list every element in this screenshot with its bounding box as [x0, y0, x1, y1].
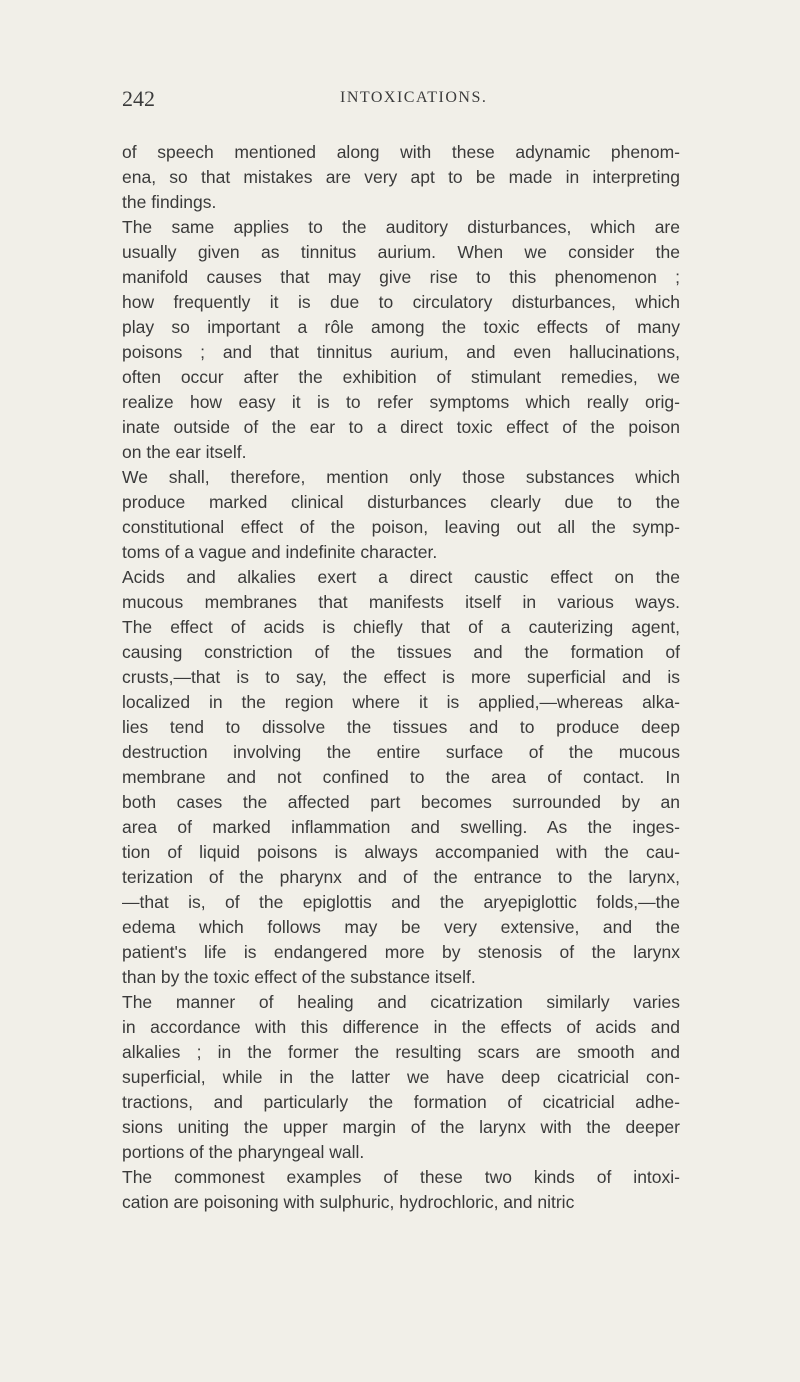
text-line: produce marked clinical disturbances clearly due to the [122, 492, 680, 512]
text-line: ena, so that mistakes are very apt to be made in interpreting [122, 167, 680, 187]
text-line: We shall, therefore, mention only those substances which [122, 467, 680, 487]
running-head: INTOXICATIONS. [340, 89, 488, 106]
text-line: sions uniting the upper margin of the larynx with the deeper [122, 1117, 680, 1137]
text-line: manifold causes that may give rise to this phenomenon ; [122, 267, 680, 287]
text-line: alkalies ; in the former the resulting scars are smooth and [122, 1042, 680, 1062]
text-line: tion of liquid poisons is always accompanied with the cau- [122, 842, 680, 862]
text-line: localized in the region where it is applied,—whereas alka- [122, 692, 680, 712]
text-line: inate outside of the ear to a direct toxic effect of the poison [122, 417, 680, 437]
text-line: realize how easy it is to refer symptoms which really orig- [122, 392, 680, 412]
body-text [122, 140, 680, 1215]
text-line: mucous membranes that manifests itself in various ways. [122, 592, 680, 612]
text-line: The manner of healing and cicatrization similarly varies [122, 992, 680, 1012]
text-line: area of marked inflammation and swelling. As the inges- [122, 817, 680, 837]
text-line: usually given as tinnitus aurium. When we consider the [122, 242, 680, 262]
text-line: membrane and not confined to the area of contact. In [122, 767, 680, 787]
text-line: in accordance with this difference in the effects of acids and [122, 1017, 680, 1037]
text-line: —that is, of the epiglottis and the aryepiglottic folds,—the [122, 892, 680, 912]
text-line: edema which follows may be very extensive, and the [122, 917, 680, 937]
text-line: of speech mentioned along with these adynamic phenom- [122, 142, 680, 162]
text-line: toms of a vague and indefinite character. [122, 542, 438, 562]
page-number: 242 [122, 86, 155, 111]
text-line: play so important a rôle among the toxic effects of many [122, 317, 680, 337]
text-line: on the ear itself. [122, 442, 247, 462]
text-line: Acids and alkalies exert a direct caustic effect on the [122, 567, 680, 587]
text-line: than by the toxic effect of the substance itself. [122, 967, 476, 987]
text-line: causing constriction of the tissues and the formation of [122, 642, 680, 662]
text-line: cation are poisoning with sulphuric, hydrochloric, and nitric [122, 1192, 575, 1212]
text-line: The same applies to the auditory disturbances, which are [122, 217, 680, 237]
page-header [122, 86, 682, 116]
text-line: tractions, and particularly the formation of cicatricial adhe- [122, 1092, 680, 1112]
text-line: poisons ; and that tinnitus aurium, and even hallucinations, [122, 342, 680, 362]
text-line: portions of the pharyngeal wall. [122, 1142, 365, 1162]
text-line: crusts,—that is to say, the effect is more superficial and is [122, 667, 680, 687]
text-line: superficial, while in the latter we have deep cicatricial con- [122, 1067, 680, 1087]
text-line: the findings. [122, 192, 217, 212]
text-line: constitutional effect of the poison, leaving out all the symp- [122, 517, 680, 537]
text-line: lies tend to dissolve the tissues and to produce deep [122, 717, 680, 737]
text-line: destruction involving the entire surface of the mucous [122, 742, 680, 762]
text-line: often occur after the exhibition of stimulant remedies, we [122, 367, 680, 387]
text-line: patient's life is endangered more by stenosis of the larynx [122, 942, 680, 962]
text-line: The effect of acids is chiefly that of a cauterizing agent, [122, 617, 680, 637]
text-line: both cases the affected part becomes surrounded by an [122, 792, 680, 812]
text-line: how frequently it is due to circulatory disturbances, which [122, 292, 680, 312]
text-line: terization of the pharynx and of the entrance to the larynx, [122, 867, 680, 887]
text-line: The commonest examples of these two kinds of intoxi- [122, 1167, 680, 1187]
